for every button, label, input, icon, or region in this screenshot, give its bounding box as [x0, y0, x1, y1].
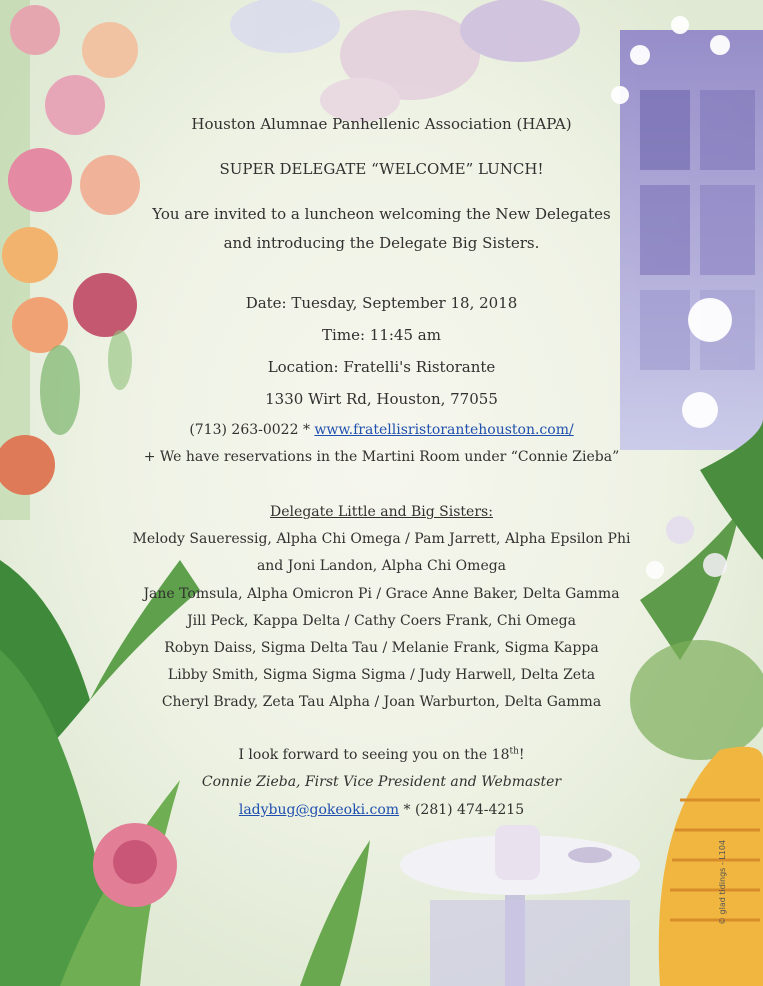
sisters-line: Jill Peck, Kappa Delta / Cathy Coers Frank, Chi Omega — [187, 613, 576, 629]
closing-text: I look forward to seeing you on the 18 — [238, 747, 510, 763]
event-time: Time: 11:45 am — [322, 326, 441, 344]
invite-text-line-2: and introducing the Delegate Big Sisters. — [223, 234, 540, 252]
event-date: Date: Tuesday, September 18, 2018 — [245, 294, 518, 312]
artwork-credit: © glad tidings - L104 — [718, 839, 727, 925]
organization-name: Houston Alumnae Panhellenic Association (HAPA) — [191, 115, 572, 133]
sisters-line: Melody Saueressig, Alpha Chi Omega / Pam Jarrett, Alpha Epsilon Phi — [132, 531, 631, 547]
restaurant-phone: (713) 263-0022 * — [189, 422, 315, 438]
closing-line — [0, 746, 763, 764]
contact-line — [0, 801, 763, 819]
email-link[interactable]: ladybug@gokeoki.com — [238, 802, 400, 818]
phone-and-website — [0, 421, 763, 439]
event-location: Location: Fratelli's Ristorante — [267, 358, 496, 376]
closing-superscript: th — [509, 746, 519, 757]
reservation-note: + We have reservations in the Martini Room under “Connie Zieba” — [143, 449, 620, 465]
closing-exclamation: ! — [518, 747, 525, 763]
sisters-line: and Joni Landon, Alpha Chi Omega — [256, 558, 507, 574]
event-headline: SUPER DELEGATE “WELCOME” LUNCH! — [219, 160, 544, 178]
contact-phone: * (281) 474-4215 — [399, 802, 525, 818]
sisters-heading: Delegate Little and Big Sisters: — [270, 504, 493, 520]
invite-text-line-1: You are invited to a luncheon welcoming the New Delegates — [152, 205, 611, 223]
sisters-line: Robyn Daiss, Sigma Delta Tau / Melanie Frank, Sigma Kappa — [164, 640, 599, 656]
sisters-line: Cheryl Brady, Zeta Tau Alpha / Joan Warburton, Delta Gamma — [161, 694, 602, 710]
restaurant-website-link[interactable]: www.fratellisristorantehouston.com/ — [314, 422, 574, 438]
sisters-line: Libby Smith, Sigma Sigma Sigma / Judy Harwell, Delta Zeta — [167, 667, 596, 683]
sisters-line: Jane Tomsula, Alpha Omicron Pi / Grace Anne Baker, Delta Gamma — [143, 586, 620, 602]
signature: Connie Zieba, First Vice President and Webmaster — [201, 774, 562, 790]
event-address: 1330 Wirt Rd, Houston, 77055 — [265, 390, 498, 408]
